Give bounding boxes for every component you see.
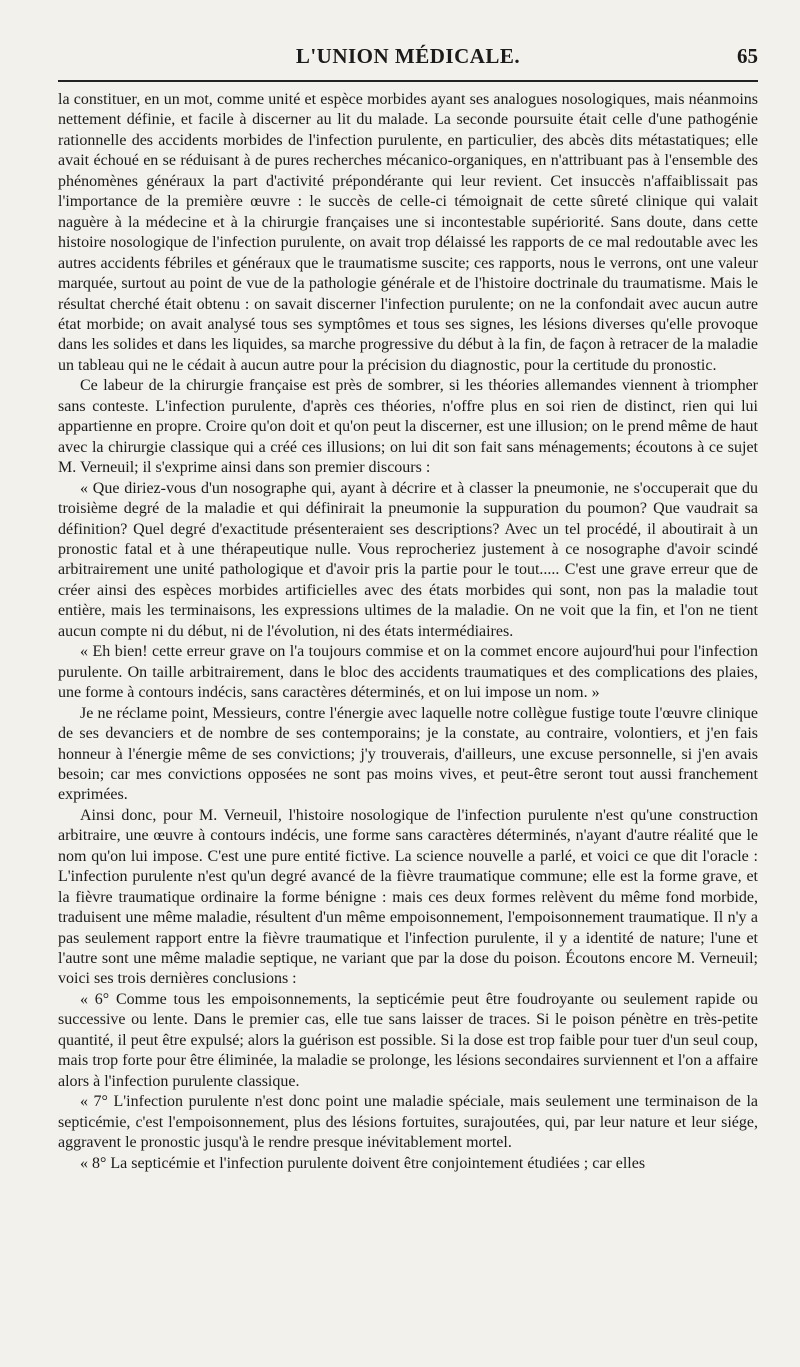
conclusion-paragraph: « 6° Comme tous les empoisonnements, la septicémie peut être foudroyante ou seulement rapide ou successive ou lente. Dans le premier cas, elle tue sans laisser de traces. Si le poison pénètre en très-petite quantité, il peut être expulsé; alors la guérison est possible. Si la dose est trop faible pour tuer d'un seul coup, mais trop forte pour être éliminée, la maladie se prolonge, les lésions secondaires surviennent et l'on a affaire alors à l'infection purulente classique.: [58, 990, 758, 1090]
page-number: 65: [737, 44, 758, 68]
conclusion-paragraph: « 7° L'infection purulente n'est donc point une maladie spéciale, mais seulement une terminaison de la septicémie, c'est l'empoisonnement, plus des lésions fortuites, surajoutées, qui, par leur nature et leur siége, aggravent le pronostic jusqu'à le rendre presque inévitablement mortel.: [58, 1093, 758, 1152]
quote-paragraph: « Que diriez-vous d'un nosographe qui, ayant à décrire et à classer la pneumonie, ne s'occuperait que du troisième degré de la maladie et qui définirait la pneumonie la suppuration du poumon? Que vaudrait sa définition? Quel degré d'exactitude présenteraient ses descriptions? Avec un tel procédé, il aboutirait à un pronostic fatal et à une thérapeutique nulle. Vous reprocheriez justement à ce nosographe d'avoir scindé arbitrairement une unité pathologique et d'avoir pris la partie pour le tout..... C'est une grave erreur que de créer ainsi des espèces morbides artificielles avec des états morbides qui sont, non pas la maladie tout entière, mais les terminaisons, les expressions ultimes de la maladie. On ne voit que la fin, et l'on ne tient aucun compte ni du début, ni de l'évolution, ni des états intermédiaires.: [58, 479, 758, 640]
conclusion-paragraph: « 8° La septicémie et l'infection purulente doivent être conjointement étudiées ; car elles: [80, 1154, 646, 1172]
article-body: [58, 90, 758, 1174]
quote-paragraph: « Eh bien! cette erreur grave on l'a toujours commise et on la commet encore aujourd'hui pour l'infection purulente. On taille arbitrairement, dans le bloc des accidents traumatiques et des complications des plaies, une forme à contours indécis, sans caractères déterminés, et on lui impose un nom. »: [58, 643, 758, 702]
journal-title: L'UNION MÉDICALE.: [295, 44, 521, 68]
header-rule: [58, 80, 758, 82]
paragraph: Je ne réclame point, Messieurs, contre l'énergie avec laquelle notre collègue fustige toute l'œuvre clinique de ses devanciers et de nombre de ses contemporains; je la constate, au contraire, volontiers, et j'en fais honneur à l'énergie même de ses convictions; j'y trouverais, d'ailleurs, une excuse personnelle, si j'en avais besoin; car mes convictions opposées ne sont pas moins vives, et peut-être seront tout aussi franchement exprimées.: [58, 704, 758, 804]
paragraph: Ainsi donc, pour M. Verneuil, l'histoire nosologique de l'infection purulente n'est qu'une construction arbitraire, une œuvre à contours indécis, une forme sans caractères déterminés, n'ayant d'autre réalité que le nom qu'on lui impose. C'est une pure entité fictive. La science nouvelle a parlé, et voici ce que dit l'oracle : L'infection purulente n'est qu'un degré avancé de la fièvre traumatique commune; elle est la forme grave, et la fièvre traumatique ordinaire la forme bénigne : mais ces deux formes relèvent du même fond morbide, traduisent une même maladie, résultent d'un même empoisonnement, l'empoisonnement traumatique. Il n'y a pas seulement rapport entre la fièvre traumatique et l'infection purulente, il y a identité de nature; l'une et l'autre sont une même maladie septique, ne variant que par la dose du poison. Écoutons encore M. Verneuil; voici ses trois dernières conclusions :: [58, 806, 758, 988]
page-header: [58, 44, 758, 76]
paragraph: Ce labeur de la chirurgie française est près de sombrer, si les théories allemandes viennent à triompher sans conteste. L'infection purulente, d'après ces théories, n'offre plus en soi rien de distinct, rien qui lui appartienne en propre. Croire qu'on doit et qu'on peut la discerner, est une illusion; on le prend même de haut avec la chirurgie classique qui a créé ces illusions; on lui dit son fait sans ménagements; écoutons à ce sujet M. Verneuil; il s'exprime ainsi dans son premier discours :: [58, 377, 758, 477]
paragraph: la constituer, en un mot, comme unité et espèce morbides ayant ses analogues nosologiques, mais néanmoins nettement définie, et facile à discerner au lit du malade. La seconde poursuite était celle d'une pathogénie rationnelle des accidents morbides de l'infection purulente, en particulier, des abcès dits métastatiques; elle avait échoué en se réduisant à de pures recherches mécanico-organiques, en n'attribuant pas à l'ensemble des phénomènes généraux la part d'activité prépondérante qui leur revient. Cet insuccès n'affaiblissait pas l'importance de la première œuvre : le succès de celle-ci témoignait de cette sûreté clinique qui valait naguère à la médecine et à la chirurgie françaises une si incontestable supériorité. Sans doute, dans cette histoire nosologique de l'infection purulente, on avait trop délaissé les rapports de ce mal redoutable avec les autres accidents fébriles et généraux que le traumatisme suscite; ces rapports, nous le verrons, ont une valeur marquée, surtout au point de vue de la pathologie générale et de l'histoire doctrinale du traumatisme. Mais le résultat cherché était obtenu : on savait discerner l'infection purulente; on ne la confondait avec aucun autre état morbide; on avait analysé tous ses symptômes et tous ses signes, les lésions diverses qu'elle provoque dans les solides et dans les liquides, sa marche progressive du début à la fin, de façon à retracer de la maladie un tableau qui ne le cédait à aucun autre pour la précision du diagnostic, pour la certitude du pronostic.: [58, 91, 758, 374]
